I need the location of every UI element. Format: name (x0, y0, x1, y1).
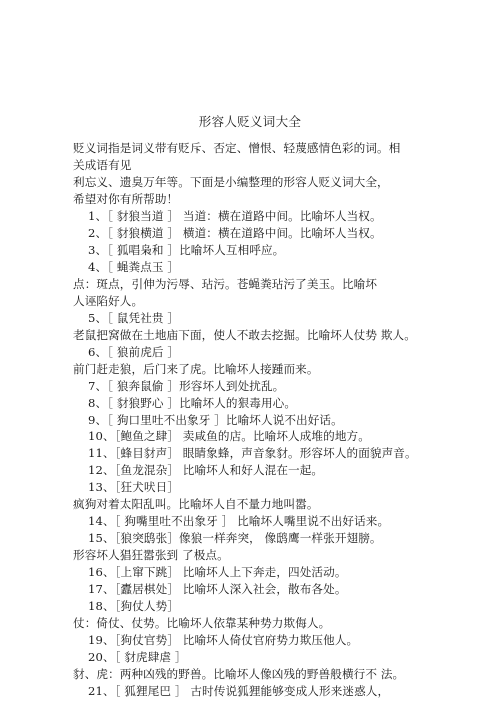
list-item: 1、［ 豺狼当道 ］ 当道：横在道路中间。比喻坏人当权。 (88, 208, 382, 223)
list-item: 20、［ 豺虎肆虐 ］ (88, 650, 187, 665)
list-item: 6、［ 狼前虎后 ］ (88, 344, 180, 359)
list-item-detail: 豺、虎：两种凶残的野兽。比喻坏人像凶残的野兽般横行不 法。 (73, 667, 405, 682)
list-item: 8、［ 豺狼野心 ］比喻坏人的狠毒用心。 (88, 395, 297, 410)
list-item: 14、［ 狗嘴里吐不出象牙 ］ 比喻坏人嘴里说不出好话来。 (88, 514, 390, 529)
intro-line: 关成语有见 (73, 157, 132, 172)
list-item: 11、［蜂目豺声］ 眼睛象蜂，声音象豺。形容坏人的面貌声音。 (88, 446, 417, 461)
list-item: 12、［鱼龙混杂］ 比喻坏人和好人混在一起。 (88, 463, 324, 478)
list-item-detail: 疯狗对着太阳乱叫。比喻坏人自不量力地叫嚣。 (73, 497, 319, 512)
list-item: 19、［狗仗官势］ 比喻坏人倚仗官府势力欺压他人。 (88, 633, 359, 648)
list-item-detail: 前门赶走狼，后门来了虎。比喻坏人接踵而来。 (73, 361, 319, 376)
intro-line: 希望对你有所帮助！ (73, 191, 179, 206)
list-item: 3、［ 狐唱枭和 ］比喻坏人互相呼应。 (88, 242, 285, 257)
list-item-detail: 形容坏人猖狂嚣张到 了极点。 (73, 548, 229, 563)
list-item: 7、［ 狼奔鼠偷 ］形容坏人到处扰乱。 (88, 378, 285, 393)
list-item: 21、［ 狐狸尾巴 ］ 古时传说狐狸能够变成人形来迷惑人， (88, 684, 390, 698)
list-item: 4、［ 蝇粪点玉 ］ (88, 259, 180, 274)
list-item: 15、［狼突鸱张］像狼一样奔突， 像鸱鹰一样张开翅膀。 (88, 531, 382, 546)
list-item: 16、［上窜下跳］ 比喻坏人上下奔走，四处活动。 (88, 565, 347, 580)
list-item-detail: 仗：倚仗、仗势。比喻坏人依靠某种势力欺侮人。 (73, 616, 331, 631)
list-item: 13、［狂犬吠日］ (88, 480, 180, 495)
list-item-detail: 老鼠把窝做在土地庙下面，使人不敢去挖掘。比喻坏人仗势 欺人。 (73, 327, 416, 342)
list-item: 10、［鲍鱼之肆］ 卖咸鱼的店。比喻坏人成堆的地方。 (88, 429, 370, 444)
list-item: 2、［ 豺狼横道 ］ 横道：横在道路中间。比喻坏人当权。 (88, 225, 382, 240)
list-item-detail: 点：斑点，引伸为污辱、玷污。苍蝇粪玷污了美玉。比喻坏 (73, 276, 378, 291)
list-item: 9、［ 狗口里吐不出象牙 ］比喻坏人说不出好话。 (88, 412, 343, 427)
intro-line: 利忘义、遗臭万年等。下面是小编整理的形容人贬义词大全， (73, 174, 389, 189)
list-item: 5、［ 鼠凭社贵 ］ (88, 310, 180, 325)
list-item: 17、［蠹居棋处］ 比喻坏人深入社会，散布各处。 (88, 582, 347, 597)
list-item-detail: 人诬陷好人。 (73, 293, 144, 308)
intro-line: 贬义词指是词义带有贬斥、否定、憎恨、轻蔑感情色彩的词。相 (73, 141, 401, 155)
page-title: 形容人贬义词大全 (198, 114, 302, 129)
list-item: 18、［狗仗人势］ (88, 599, 180, 614)
